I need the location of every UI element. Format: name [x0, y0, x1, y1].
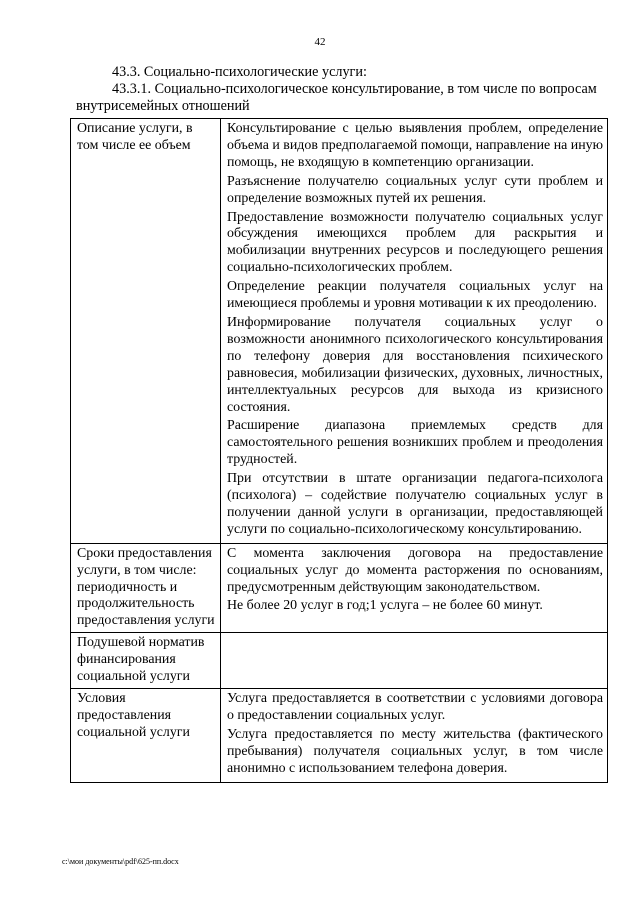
paragraph: Разъяснение получателю социальных услуг сути проблем и определение возможных путей их решения.	[227, 173, 603, 206]
row-value	[221, 543, 608, 633]
section-title: 43.3. Социально-психологические услуги:	[112, 64, 367, 80]
page-number: 42	[314, 36, 326, 48]
subsection-title: 43.3.1. Социально-психологическое консультирование, в том числе по вопросам внутрисемейных отношений	[76, 81, 597, 114]
row-label: Описание услуги, в том числе ее объем	[71, 119, 221, 544]
paragraph: Расширение диапазона приемлемых средств для самостоятельного решения возникших проблем и преодоления трудностей.	[227, 418, 603, 468]
row-label: Условия предоставления социальной услуги	[71, 689, 221, 783]
paragraph: Определение реакции получателя социальных услуг на имеющиеся проблемы и уровня мотивации к их преодолению.	[227, 279, 603, 312]
paragraph: Консультирование с целью выявления проблем, определение объема и видов предполагаемой помощи, направление на иную помощь, не входящую в компетенцию организации.	[227, 121, 603, 170]
table-row	[71, 119, 608, 544]
table-row	[71, 633, 608, 689]
row-label: Подушевой норматив финансирования социальной услуги	[71, 633, 221, 689]
row-value	[221, 689, 608, 783]
paragraph: При отсутствии в штате организации педагога-психолога (психолога) – содействие получателю социальных услуг в получении данной услуги в организации, предоставляющей услуги по социально-психологическому консультированию.	[227, 471, 603, 537]
section-heading	[76, 64, 606, 115]
row-label: Сроки предоставления услуги, в том числе: периодичность и продолжительность предоставления услуги	[71, 543, 221, 633]
paragraph: С момента заключения договора на предоставление социальных услуг до момента расторжения по основаниям, предусмотренным действующим законодательством.	[227, 545, 603, 595]
paragraph: Информирование получателя социальных услуг о возможности анонимного психологического консультирования по телефону доверия для восстановления психического равновесия, мобилизации физических, духовных, личностных, интеллектуальных ресурсов для выхода из кризисного состояния.	[227, 314, 603, 415]
table-row	[71, 689, 608, 783]
paragraph: Не более 20 услуг в год;1 услуга – не более 60 минут.	[227, 598, 543, 614]
footer-file-path: c:\мои документы\pdf\625-пп.docx	[62, 857, 179, 866]
paragraph: Предоставление возможности получателю социальных услуг обсуждения имеющихся проблем для раскрытия и мобилизации внутренних ресурсов и последующего решения социально-психологических проблем.	[227, 209, 603, 276]
service-description-table	[70, 118, 608, 783]
table-row	[71, 543, 608, 633]
paragraph: Услуга предоставляется в соответствии с условиями договора о предоставлении социальных услуг.	[227, 691, 603, 723]
row-value	[221, 119, 608, 544]
paragraph: Услуга предоставляется по месту жительства (фактического пребывания) получателя социальных услуг, в том числе анонимно с использованием телефона доверия.	[227, 726, 603, 776]
row-value-empty	[221, 633, 608, 689]
